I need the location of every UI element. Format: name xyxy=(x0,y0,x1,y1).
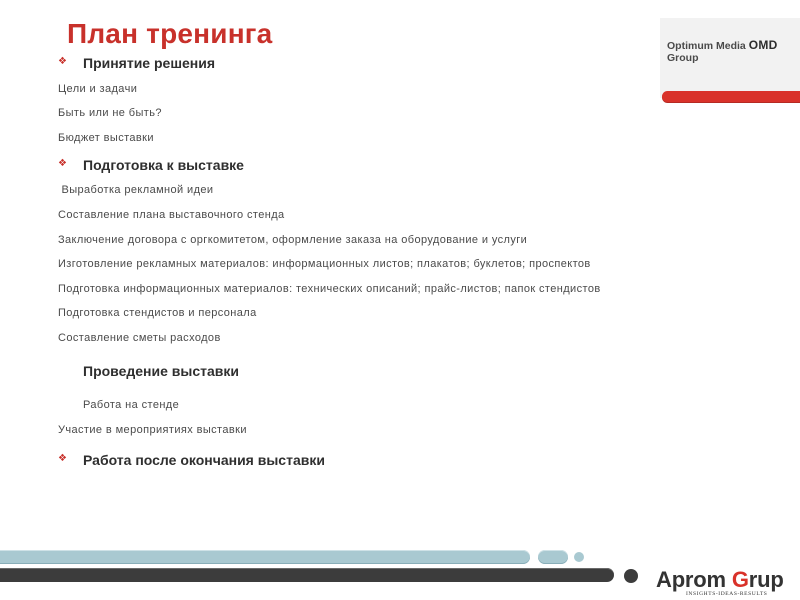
footer-bar-light xyxy=(0,550,530,564)
list-item: Составление плана выставочного стенда xyxy=(58,209,285,221)
section-heading-preparation: Подготовка к выставке xyxy=(83,157,244,173)
footer-dot-light xyxy=(574,552,584,562)
aprom-grup-logo xyxy=(652,559,800,600)
list-item: Цели и задачи xyxy=(58,83,138,95)
list-item: Выработка рекламной идеи xyxy=(58,184,214,196)
omd-logo-line1: Optimum Media xyxy=(667,40,746,52)
section-heading-after: Работа после окончания выставки xyxy=(83,452,325,468)
list-item: Составление сметы расходов xyxy=(58,332,221,344)
bullet-icon: ❖ xyxy=(58,158,67,169)
list-item: Быть или не быть? xyxy=(58,107,162,119)
list-item: Изготовление рекламных материалов: информационных листов; плакатов; буклетов; проспектов xyxy=(58,258,591,270)
slide-title: План тренинга xyxy=(67,18,273,49)
list-item: Подготовка стендистов и персонала xyxy=(58,307,257,319)
footer-dot-dark xyxy=(624,569,638,583)
footer-bar-light-short xyxy=(538,550,568,564)
bullet-icon: ❖ xyxy=(58,453,67,464)
omd-logo-line2: Group xyxy=(667,52,699,64)
list-item: Заключение договора с оргкомитетом, оформление заказа на оборудование и услуги xyxy=(58,234,528,246)
list-item: Работа на стенде xyxy=(83,399,180,411)
omd-logo-mark: OMD xyxy=(748,38,778,52)
aprom-grup-logo-name: Aprom Grup xyxy=(656,567,784,592)
footer-bar-dark xyxy=(0,568,614,582)
section-heading-decision: Принятие решения xyxy=(83,55,216,71)
aprom-grup-tagline: INSIGHTS-IDEAS-RESULTS xyxy=(686,591,768,597)
list-item: Участие в мероприятиях выставки xyxy=(58,424,247,436)
list-item: Подготовка информационных материалов: технических описаний; прайс-листов; папок стендистов xyxy=(58,283,601,295)
list-item: Бюджет выставки xyxy=(58,132,154,144)
bullet-icon: ❖ xyxy=(58,56,67,67)
section-heading-conducting: Проведение выставки xyxy=(83,363,239,379)
